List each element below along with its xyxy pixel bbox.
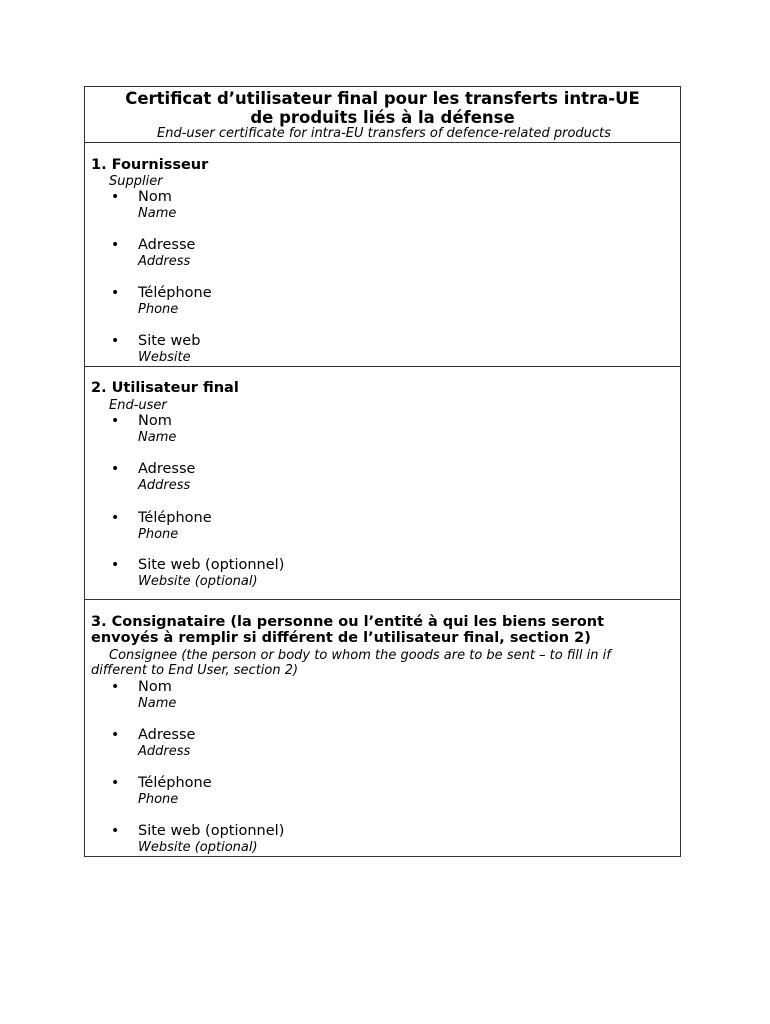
bullet: • — [111, 413, 120, 429]
bullet: • — [111, 237, 120, 253]
section-subtitle-line-2: different to End User, section 2) — [91, 663, 299, 678]
field-sublabel: Name — [138, 696, 177, 711]
bullet: • — [111, 727, 120, 743]
bullet: • — [111, 510, 120, 526]
section-subtitle: End-user — [109, 398, 167, 413]
bullet: • — [111, 285, 120, 301]
field-label: Téléphone — [138, 775, 212, 791]
field-sublabel: Phone — [138, 527, 179, 542]
field-phone — [111, 285, 511, 319]
field-name — [111, 679, 511, 713]
field-label: Site web (optionnel) — [138, 823, 285, 839]
page-title — [85, 87, 680, 127]
field-address — [111, 727, 511, 761]
title-line-2: de produits liés à la défense — [250, 108, 515, 127]
bullet: • — [111, 333, 120, 349]
field-sublabel: Name — [138, 206, 177, 221]
bullet: • — [111, 823, 120, 839]
field-name — [111, 413, 511, 447]
section-end-user — [85, 367, 680, 600]
bullet: • — [111, 189, 120, 205]
section-supplier — [85, 143, 680, 367]
section-title: 1. Fournisseur — [91, 157, 209, 173]
field-website — [111, 823, 511, 857]
bullet: • — [111, 775, 120, 791]
section-consignee — [85, 600, 680, 856]
section-subtitle-line-1: Consignee (the person or body to whom the goods are to be sent – to fill in if — [109, 648, 611, 663]
field-sublabel: Name — [138, 430, 177, 445]
section-title-line-1: 3. Consignataire (la personne ou l’entité à qui les biens seront — [91, 614, 605, 630]
field-sublabel: Phone — [138, 302, 179, 317]
field-sublabel: Website — [138, 350, 191, 365]
field-website — [111, 333, 511, 367]
field-phone — [111, 775, 511, 809]
section-subtitle: Supplier — [109, 174, 163, 189]
field-sublabel: Address — [138, 744, 191, 759]
field-sublabel: Website (optional) — [138, 840, 258, 855]
field-website — [111, 557, 511, 591]
form-header — [85, 87, 680, 143]
field-label: Site web (optionnel) — [138, 557, 285, 573]
page-subtitle: End-user certificate for intra-EU transfers of defence-related products — [157, 126, 611, 141]
field-sublabel: Address — [138, 478, 191, 493]
bullet: • — [111, 461, 120, 477]
field-address — [111, 461, 511, 495]
section-title-line-2: envoyés à remplir si différent de l’utilisateur final, section 2) — [91, 630, 591, 646]
field-label: Nom — [138, 189, 172, 205]
field-label: Nom — [138, 413, 172, 429]
field-label: Téléphone — [138, 285, 212, 301]
field-sublabel: Address — [138, 254, 191, 269]
field-label: Téléphone — [138, 510, 212, 526]
field-label: Site web — [138, 333, 201, 349]
field-name — [111, 189, 511, 223]
field-label: Adresse — [138, 461, 196, 477]
field-sublabel: Website (optional) — [138, 574, 258, 589]
certificate-form — [84, 86, 681, 857]
field-phone — [111, 510, 511, 544]
field-label: Adresse — [138, 727, 196, 743]
field-address — [111, 237, 511, 271]
title-line-1: Certificat d’utilisateur final pour les transferts intra-UE — [125, 89, 640, 108]
section-title: 2. Utilisateur final — [91, 380, 239, 396]
field-sublabel: Phone — [138, 792, 179, 807]
field-label: Adresse — [138, 237, 196, 253]
bullet: • — [111, 679, 120, 695]
field-label: Nom — [138, 679, 172, 695]
bullet: • — [111, 557, 120, 573]
